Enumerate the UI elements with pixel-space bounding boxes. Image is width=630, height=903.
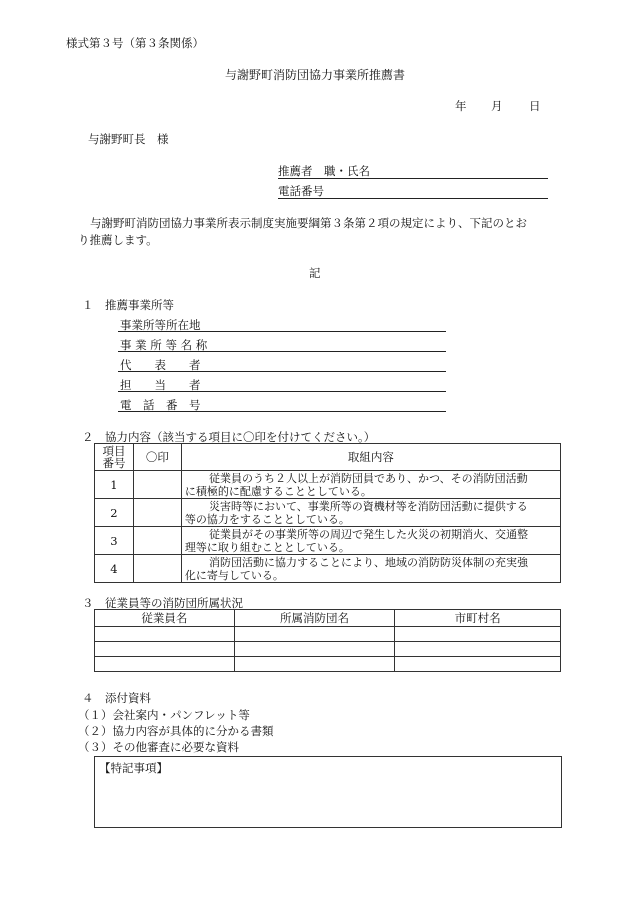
- field-line-company[interactable]: [118, 351, 446, 352]
- col-header-number: [95, 444, 134, 471]
- field-line-representative[interactable]: [118, 371, 446, 372]
- employee-name-cell[interactable]: [95, 642, 235, 657]
- recommender-name-line[interactable]: [278, 178, 548, 179]
- municipality-cell[interactable]: [395, 627, 561, 642]
- recommender-phone-label: 電話番号: [278, 184, 324, 198]
- content-line1: 従業員のうち２人以上が消防団員であり、かつ、その消防団活動: [209, 472, 528, 485]
- content-line1: 消防団活動に協力することにより、地域の消防防災体制の充実強: [209, 556, 529, 569]
- employee-name-cell[interactable]: [95, 627, 235, 642]
- field-line-address[interactable]: [118, 331, 446, 332]
- fire-brigade-cell[interactable]: [234, 642, 395, 657]
- content-line2: 理等に取り組むこととしている。: [184, 541, 350, 554]
- col-header-number-line2: 番号: [102, 456, 126, 470]
- table-row: [95, 555, 561, 583]
- date-month: 月: [491, 99, 503, 113]
- field-line-contact[interactable]: [118, 391, 446, 392]
- col-header-mark: 〇印: [133, 444, 181, 471]
- cooperation-table: [94, 443, 561, 583]
- recommender-name-label: 推薦者 職・氏名: [278, 164, 370, 178]
- row-number: 3: [95, 527, 134, 555]
- mark-cell[interactable]: [133, 499, 181, 527]
- page-title: 与謝野町消防団協力事業所推薦書: [224, 68, 405, 82]
- col-header-fire-brigade: 所属消防団名: [234, 610, 395, 627]
- date-day: 日: [529, 99, 541, 113]
- ki-heading: 記: [309, 266, 321, 280]
- content-line2: 化に寄与している。: [184, 569, 284, 582]
- row-number: 4: [95, 555, 134, 583]
- content-line2: 等の協力をすることとしている。: [184, 513, 350, 526]
- section4-heading: ４ 添付資料: [82, 691, 151, 705]
- col-header-content: 取組内容: [181, 444, 560, 471]
- fire-brigade-cell[interactable]: [234, 657, 395, 672]
- row-number: 1: [95, 471, 134, 499]
- table-row: [95, 642, 561, 657]
- addressee: 与謝野町長 様: [88, 132, 169, 146]
- section2-heading: ２ 協力内容（該当する項目に〇印を付けてください。）: [82, 430, 376, 444]
- section1-heading: １ 推薦事業所等: [82, 298, 174, 312]
- recommender-phone-line[interactable]: [278, 198, 548, 199]
- field-label-company: 事 業 所 等 名 称: [120, 338, 208, 352]
- fire-brigade-cell[interactable]: [234, 627, 395, 642]
- col-header-number-line1: 項目: [102, 444, 126, 458]
- body-text-line1: 与謝野町消防団協力事業所表示制度実施要綱第３条第２項の規定により、下記のとお: [90, 216, 527, 230]
- content-cell: [181, 527, 560, 555]
- mark-cell[interactable]: [133, 555, 181, 583]
- mark-cell[interactable]: [133, 527, 181, 555]
- table-row: [95, 499, 561, 527]
- field-label-representative: 代 表 者: [120, 358, 201, 372]
- table-row: [95, 627, 561, 642]
- attachment-item: （１）会社案内・パンフレット等: [78, 708, 250, 722]
- content-cell: [181, 555, 560, 583]
- content-line1: 従業員がその事業所等の周辺で発生した火災の初期消火、交通整: [209, 528, 529, 541]
- field-label-address: 事業所等所在地: [120, 318, 201, 332]
- col-header-employee-name: 従業員名: [95, 610, 235, 627]
- remarks-box[interactable]: [94, 756, 562, 828]
- row-number: 2: [95, 499, 134, 527]
- employee-name-cell[interactable]: [95, 657, 235, 672]
- content-line1: 災害時等において、事業所等の資機材等を消防団活動に提供する: [209, 500, 528, 513]
- content-line2: に積極的に配慮することとしている。: [184, 485, 372, 498]
- employee-table-header: [95, 610, 561, 627]
- remarks-label: 【特記事項】: [99, 761, 168, 775]
- section3-heading: ３ 従業員等の消防団所属状況: [82, 596, 243, 610]
- field-label-phone: 電 話 番 号: [120, 398, 201, 412]
- cooperation-table-header: [95, 444, 561, 471]
- content-cell: [181, 499, 560, 527]
- body-text-line2: り推薦します。: [78, 233, 158, 247]
- attachment-item: （３）その他審査に必要な資料: [78, 740, 239, 754]
- municipality-cell[interactable]: [395, 642, 561, 657]
- field-label-contact: 担 当 者: [120, 378, 201, 392]
- table-row: [95, 471, 561, 499]
- content-cell: [181, 471, 560, 499]
- date-year: 年: [455, 99, 467, 113]
- attachment-item: （２）協力内容が具体的に分かる書類: [78, 724, 274, 738]
- table-row: [95, 657, 561, 672]
- field-line-phone[interactable]: [118, 411, 446, 412]
- col-header-municipality: 市町村名: [395, 610, 561, 627]
- form-number: 様式第３号（第３条関係）: [66, 36, 204, 50]
- municipality-cell[interactable]: [395, 657, 561, 672]
- mark-cell[interactable]: [133, 471, 181, 499]
- table-row: [95, 527, 561, 555]
- employee-table: [94, 609, 561, 672]
